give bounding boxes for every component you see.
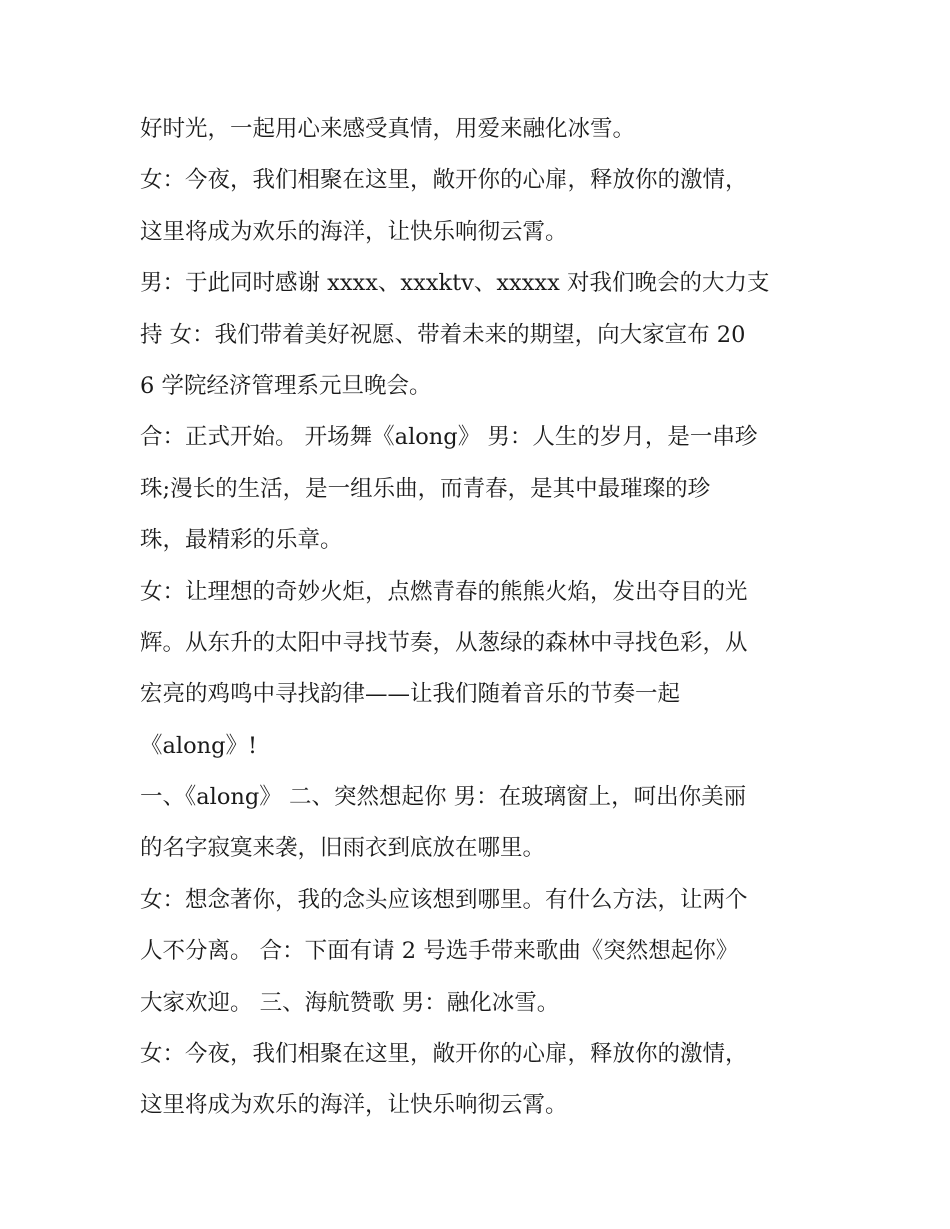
- text-line: 的名字寂寞来袭，旧雨衣到底放在哪里。: [140, 835, 546, 862]
- text-line: 这里将成为欢乐的海洋，让快乐响彻云霄。: [140, 218, 568, 245]
- text-line: 女：想念著你，我的念头应该想到哪里。有什么方法，让两个: [140, 886, 748, 913]
- text-line: 一、《along》 二、突然想起你 男：在玻璃窗上，呵出你美丽: [140, 784, 747, 811]
- text-line: 这里将成为欢乐的海洋，让快乐响彻云霄。: [140, 1092, 568, 1119]
- text-line: 持 女：我们带着美好祝愿、带着未来的期望，向大家宣布 20: [140, 321, 746, 348]
- text-line: 女：让理想的奇妙火炬，点燃青春的熊熊火焰，发出夺目的光: [140, 578, 748, 605]
- text-line: 男：于此同时感谢 xxxx、xxxktv、xxxxx 对我们晚会的大力支: [140, 270, 770, 297]
- text-line: 女：今夜，我们相聚在这里，敞开你的心扉，释放你的激情，: [140, 167, 748, 194]
- text-line: 辉。从东升的太阳中寻找节奏，从葱绿的森林中寻找色彩，从: [140, 629, 748, 656]
- text-line: 宏亮的鸡鸣中寻找韵律——让我们随着音乐的节奏一起: [140, 681, 681, 708]
- text-line: 6 学院经济管理系元旦晚会。: [140, 372, 432, 399]
- text-line: 珠，最精彩的乐章。: [140, 527, 343, 554]
- text-line: 大家欢迎。 三、海航赞歌 男：融化冰雪。: [140, 989, 560, 1016]
- text-line: 人不分离。 合：下面有请 2 号选手带来歌曲《突然想起你》: [140, 938, 739, 965]
- text-line: 珠;漫长的生活，是一组乐曲，而青春，是其中最璀璨的珍: [140, 475, 711, 502]
- text-line: 好时光，一起用心来感受真情，用爱来融化冰雪。: [140, 116, 636, 142]
- text-line: 《along》!: [140, 732, 258, 759]
- document-body: [140, 104, 830, 1132]
- text-line: 合：正式开始。 开场舞《along》 男：人生的岁月，是一串珍: [140, 424, 758, 451]
- text-line: 女：今夜，我们相聚在这里，敞开你的心扉，释放你的激情，: [140, 1041, 748, 1068]
